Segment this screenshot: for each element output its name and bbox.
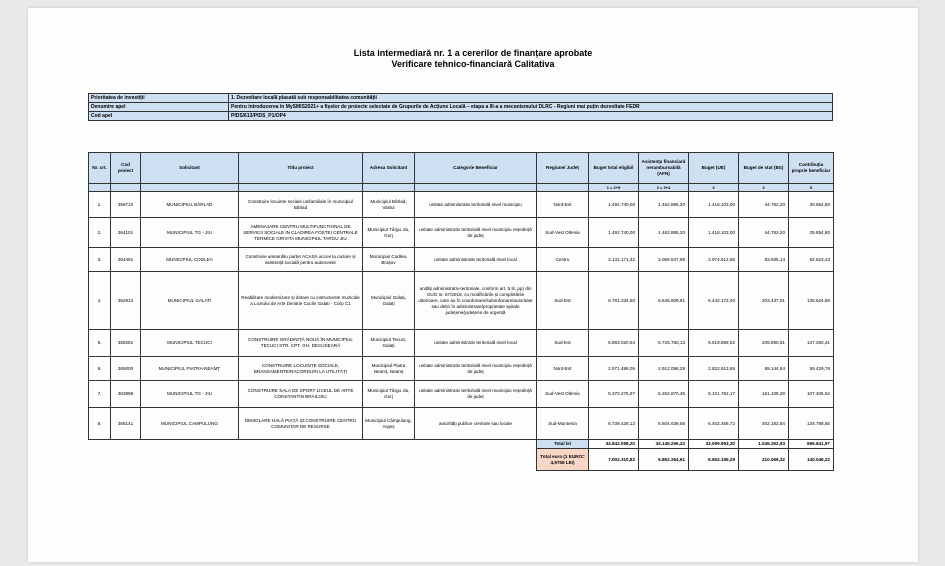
call-info-table [88,93,833,121]
eu-budget: 1.418.103,00 [689,192,739,218]
applicant: MUNICIPIUL CAMPULUNG [141,408,239,440]
row-number: 5. [89,330,111,357]
region: Sud-Est [537,272,589,330]
eu-budget: 6.519.869,52 [689,330,739,357]
applicant-address: Municipiul Codlea, Brașov [363,248,415,272]
applicant: MUNICIPIUL GALATI [141,272,239,330]
info-value: 1. Dezvoltare locală plasată sub responsabilitatea comunității [229,94,833,103]
total-eligible-budget: 6.781.234,50 [589,272,639,330]
row-number: 4. [89,272,111,330]
eu-budget: 5.101.762,17 [689,381,739,408]
region: Nord-Est [537,192,589,218]
table-row [89,218,834,248]
project-code: 358710 [111,192,141,218]
total-euro-cp: 140.046,22 [789,449,834,471]
column-header: Nr. crt. [89,153,111,184]
applicant-address: Municipiul Târgu Jiu, Gorj [363,218,415,248]
project-title: CONSTRUIRE GRĂDINIȚĂ NOUĂ ÎN MUNICIPIUL TECUCI STR. CPT. GH. DECUSEARĂ [239,330,363,357]
total-euro-label: Total euro (1 EURO= 4,9758 LEI) [537,449,589,471]
afn-amount: 6.645.609,81 [639,272,689,330]
column-header: Asistența financiară nerambursabilă (AFN) [639,153,689,184]
own-contribution: 135.624,69 [789,272,834,330]
eu-budget: 2.974.612,85 [689,248,739,272]
applicant-address: Municipiul Piatra Neamț, Neamț [363,357,415,381]
row-number: 7. [89,381,111,408]
state-budget: 44.782,20 [739,218,789,248]
state-budget: 202.182,84 [739,408,789,440]
row-number: 3. [89,248,111,272]
column-header: Regiune/ Județ [537,153,589,184]
eu-budget: 6.442.172,40 [689,272,739,330]
applicant: MUNICIPIUL TG - JIU [141,218,239,248]
project-code: 365000 [111,357,141,381]
afn-amount: 3.068.547,99 [639,248,689,272]
beneficiary-category: unitate administrativ teritorială nivel local [415,330,537,357]
applicant: MUNICIPIUL CODLEA [141,248,239,272]
table-row [89,248,834,272]
document-title: Lista intermediară nr. 1 a cererilor de finanțare aprobate [353,48,593,58]
own-contribution: 134.788,56 [789,408,834,440]
total-lei-row [89,440,834,449]
column-header: Titlu proiect [239,153,363,184]
formula-cell-empty [89,184,111,192]
total-eligible-budget: 3.131.171,42 [589,248,639,272]
info-value: PIDS/613/PIDS_P1/OP4 [229,112,833,121]
formula-cell-empty [111,184,141,192]
total-lei-ue: 33.099.993,30 [689,440,739,449]
beneficiary-category: unitate administrativ teritorială nivel local [415,248,537,272]
formula-cell-empty [239,184,363,192]
afn-amount: 1.462.885,20 [639,218,689,248]
state-budget: 161.108,28 [739,381,789,408]
formula-cell-empty [537,184,589,192]
beneficiary-category: unitate administrativ teritorială nivel municipiu reședință de județ [415,218,537,248]
applicant-address: Municipiul Bârlad, Vaslui [363,192,415,218]
column-header: Buget de stat (BS) [739,153,789,184]
total-eligible-budget: 6.863.020,54 [589,330,639,357]
applicant-address: Municipiul Galați, Galați [363,272,415,330]
document-subtitle: Verificare tehnico-financiară Calitativa [391,59,555,69]
total-lei-cp: 696.841,97 [789,440,834,449]
total-euro-afn: 6.862.264,61 [639,449,689,471]
spacer [89,449,537,471]
total-lei-label: Total lei [537,440,589,449]
project-title: Construire ansamblu parter ACASĂ acces la cazare și asistență socială pentru autonomie [239,248,363,272]
eu-budget: 1.418.103,00 [689,218,739,248]
state-budget: 44.782,20 [739,192,789,218]
applicant: MUNICIPIUL TG - JIU [141,381,239,408]
info-value: Pentru introducerea în MySMIS2021+ a fișelor de proiecte selectate de Grupurile de Acțiune Locală – etapa a III-a a mecanismului DLRC - Regiuni mai puțin dezvoltate FEDR [229,103,833,112]
project-title: CONSTRUIRE SALA DE SPORT LICEUL DE ARTE CONSTANTIN BRAILOIU [239,381,363,408]
beneficiary-category: unitate administrativ teritorială nivel municipiu reședință de județ [415,381,537,408]
total-eligible-budget: 2.971.488,05 [589,357,639,381]
project-title: AMENAJARE CENTRU MULTIFUNCTIONAL DE SERVICII SOCIALE IN CLADIREA FOSTEI CENTRALE TERMICE GRIVITA MUNICIPIUL TARGU JIU [239,218,363,248]
formula-cell-empty [415,184,537,192]
row-number: 2. [89,218,111,248]
beneficiary-category: autorități publice centrale sau locale [415,408,537,440]
state-budget: 203.437,01 [739,272,789,330]
formula-row [89,184,834,192]
total-euro-row [89,449,834,471]
column-header: Cod proiect [111,153,141,184]
applicant-address: Municipiul Târgu Jiu, Gorj [363,381,415,408]
spacer [89,440,537,449]
formula-cell: 1 = 2+5 [589,184,639,192]
afn-amount: 6.604.639,56 [639,408,689,440]
project-code: 364491 [111,248,141,272]
applicant-address: Municipiul Tecuci, Galați [363,330,415,357]
own-contribution: 107.405,52 [789,381,834,408]
info-label: Denumire apel [89,103,229,112]
total-eligible-budget: 1.492.740,00 [589,218,639,248]
own-contribution: 59.429,76 [789,357,834,381]
afn-amount: 2.912.058,29 [639,357,689,381]
own-contribution: 62.623,43 [789,248,834,272]
state-budget: 89.144,64 [739,357,789,381]
formula-cell-empty [141,184,239,192]
region: Nord-Est [537,357,589,381]
table-row [89,192,834,218]
total-eligible-budget: 5.370.275,97 [589,381,639,408]
applicant-address: Municipiul Câmpulung, Argeș [363,408,415,440]
table-row [89,357,834,381]
table-row [89,381,834,408]
table-row [89,330,834,357]
applicant: MUNICIPIUL TECUCI [141,330,239,357]
formula-cell: 2 = 3+4 [639,184,689,192]
info-row [89,112,833,121]
region: Sud-Est [537,330,589,357]
total-lei-afn: 34.145.256,23 [639,440,689,449]
region: Sud-Vest Oltenia [537,218,589,248]
formula-cell-empty [363,184,415,192]
region: Sud-Vest Oltenia [537,381,589,408]
applicant: MUNICIPIUL BÂRLAD [141,192,239,218]
row-number: 1. [89,192,111,218]
eu-budget: 2.822.913,65 [689,357,739,381]
row-number: 8. [89,408,111,440]
table-row [89,272,834,330]
column-header: Buget (UE) [689,153,739,184]
own-contribution: 137.260,41 [789,330,834,357]
state-budget: 205.890,61 [739,330,789,357]
info-label: Prioritatea de investiții [89,94,229,103]
column-header: Solicitant [141,153,239,184]
column-header: Categorie Beneficiar [415,153,537,184]
applicant: MUNICIPIUL PIATRA-NEAMȚ [141,357,239,381]
beneficiary-category: unitate administrativ teritorială nivel municipiu [415,192,537,218]
total-euro-bs: 210.069,32 [739,449,789,471]
afn-amount: 6.725.760,13 [639,330,689,357]
project-title: Reabilitare modernizare și dotare cu instrumente muzicale a Liceului de Arte Dimitrie Cuclin Galati - Corp C1 [239,272,363,330]
row-number: 6. [89,357,111,381]
formula-cell: 3 [689,184,739,192]
project-code: 363998 [111,381,141,408]
project-code: 365141 [111,408,141,440]
column-header: Buget total eligibil [589,153,639,184]
project-code: 362913 [111,272,141,330]
afn-amount: 1.462.885,20 [639,192,689,218]
total-lei-bs: 1.045.262,93 [739,440,789,449]
project-title: CONSTRUIRE LOCUINTE SOCIALE, BRANSAMENTE/RACORDURI LA UTILITĂȚI [239,357,363,381]
total-euro-ue: 6.652.195,29 [689,449,739,471]
column-header: Contribuția proprie beneficiar [789,153,834,184]
own-contribution: 29.854,80 [789,218,834,248]
info-row [89,103,833,112]
total-eligible-budget: 1.492.740,00 [589,192,639,218]
project-code: 364101 [111,218,141,248]
info-label: Cod apel [89,112,229,121]
beneficiary-category: unitate administrativ teritorială nivel municipiu reședință de județ [415,357,537,381]
formula-cell: 4 [739,184,789,192]
table-row [89,408,834,440]
project-code: 359281 [111,330,141,357]
total-euro-budget: 7.002.310,82 [589,449,639,471]
region: Centru [537,248,589,272]
region: Sud-Muntenia [537,408,589,440]
table-header-row [89,153,834,184]
total-eligible-budget: 6.739.428,12 [589,408,639,440]
formula-cell: 5 [789,184,834,192]
info-row [89,94,833,103]
state-budget: 93.935,14 [739,248,789,272]
beneficiary-category: unități administrativ-teritoriale, conform art. 5 lit. pp) din OUG nr. 57/2019, cu modificările și completările ulterioare, care au în coordonare/subordonare/autoritate sau dețin în administrare/proprietate spitale județene/județene de urgență [415,272,537,330]
project-title: DEMOLARE HALĂ PIAȚĂ ȘI CONSTRUIRE CENTRU COMUNITAR DE RESURSE [239,408,363,440]
column-header: Adresa Solicitant [363,153,415,184]
total-lei-budget: 34.842.098,20 [589,440,639,449]
project-title: Construire locuinte sociale unifamiliale în municipiul Bârlad [239,192,363,218]
own-contribution: 29.854,80 [789,192,834,218]
eu-budget: 6.402.456,72 [689,408,739,440]
afn-amount: 5.262.870,45 [639,381,689,408]
projects-table [88,152,834,471]
